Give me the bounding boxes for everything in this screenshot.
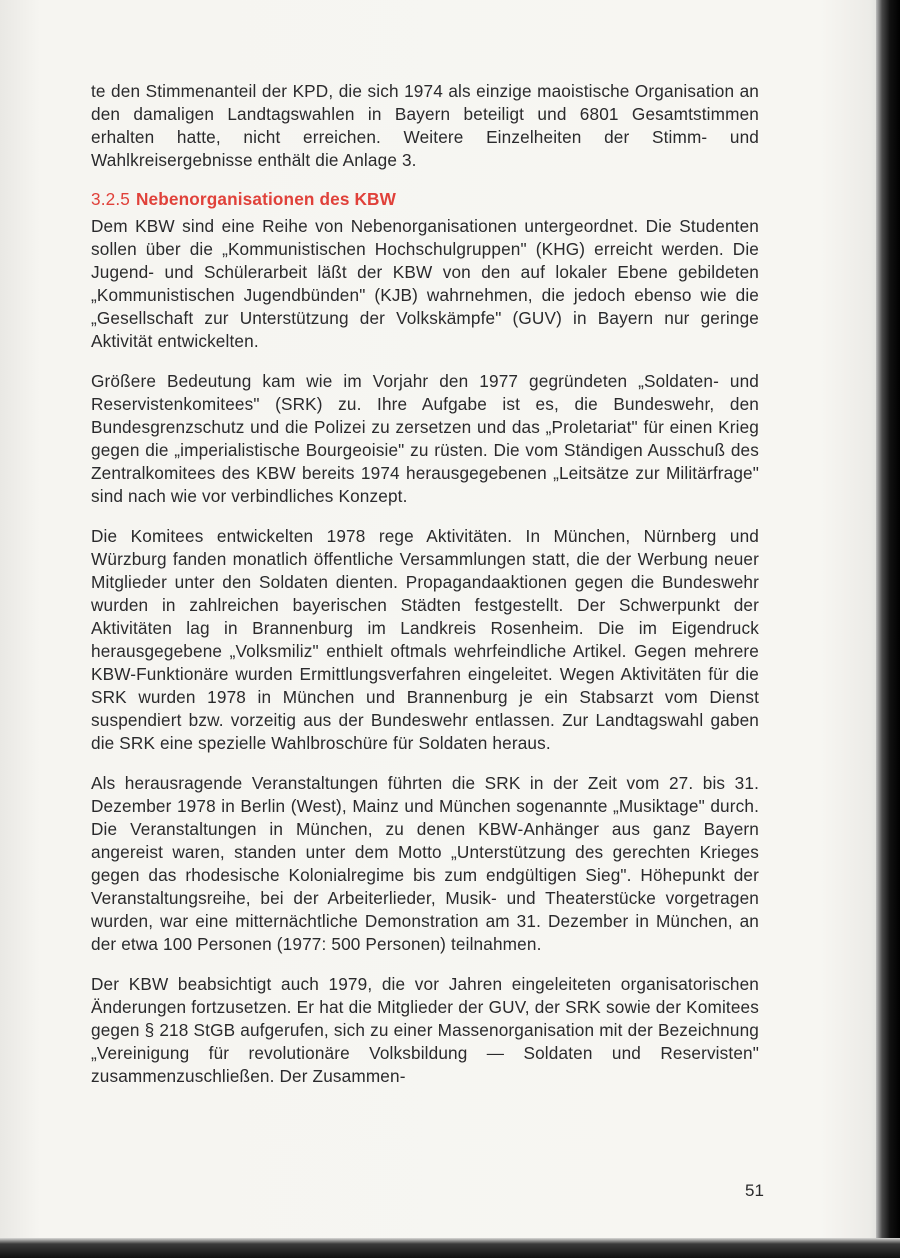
paragraph-komitees-aktivitaeten: Die Komitees entwickelten 1978 rege Aktivitäten. In München, Nürnberg und Würzburg fanden monatlich öffentliche Versammlungen statt, die der Werbung neuer Mitglieder unter den Soldaten dienten. Propagandaaktionen gegen die Bundeswehr wurden in zahlreichen bayerischen Städten festgestellt. Der Schwerpunkt der Aktivitäten lag in Brannenburg im Landkreis Rosenheim. Die im Eigendruck herausgegebene „Volksmiliz" enthielt oftmals wehrfeindliche Artikel. Gegen mehrere KBW-Funktionäre wurden Ermittlungsverfahren eingeleitet. Wegen Aktivitäten für die SRK wurden 1978 in München und Brannenburg je ein Stabsarzt vom Dienst suspendiert bzw. vorzeitig aus der Bundeswehr entlassen. Zur Landtagswahl gaben die SRK eine spezielle Wahlbroschüre für Soldaten heraus. [91, 526, 759, 753]
paragraph-musiktage: Als herausragende Veranstaltungen führten die SRK in der Zeit vom 27. bis 31. Dezember 1978 in Berlin (West), Mainz und München sogenannte „Musiktage" durch. Die Veranstaltungen in München, zu denen KBW-Anhänger aus ganz Bayern angereist waren, standen unter dem Motto „Unterstützung des gerechten Krieges gegen das rhodesische Kolonialregime bis zum endgültigen Sieg". Höhepunkt der Veranstaltungsreihe, bei der Arbeiterlieder, Musik- und Theaterstücke vorgetragen wurden, war eine mitternächtliche Demonstration am 31. Dezember in München, an der etwa 100 Personen (1977: 500 Personen) teilnahmen. [91, 773, 759, 954]
intro-paragraph: te den Stimmenanteil der KPD, die sich 1974 als einzige maoistische Organisation an den damaligen Landtagswahlen in Bayern beteiligt und 6801 Gesamtstimmen erhalten hatte, nicht erreichen. Weitere Einzelheiten der Stimm- und Wahlkreisergebnisse enthält die Anlage 3. [91, 81, 759, 170]
section-number: 3.2.5 [91, 189, 130, 209]
page-number: 51 [745, 1181, 764, 1200]
book-edge-shadow [876, 0, 900, 1258]
paragraph-nebenorganisationen: Dem KBW sind eine Reihe von Nebenorganisationen untergeordnet. Die Studenten sollen über die „Kommunistischen Hochschulgruppen" (KHG) erreicht werden. Die Jugend- und Schülerarbeit läßt der KBW von den auf lokaler Ebene gebildeten „Kommunistischen Jugendbünden" (KJB) wahrnehmen, die jedoch ebenso wie die „Gesellschaft zur Unterstützung der Volkskämpfe" (GUV) in Bayern nur geringe Aktivität entwickelten. [91, 216, 759, 351]
paragraph-srk-bedeutung: Größere Bedeutung kam wie im Vorjahr den 1977 gegründeten „Soldaten- und Reservistenkomitees" (SRK) zu. Ihre Aufgabe ist es, die Bundeswehr, den Bundesgrenzschutz und die Polizei zu zersetzen und das „Proletariat" für einen Krieg gegen die „imperialistische Bourgeoisie" zu rüsten. Die vom Ständigen Ausschuß des Zentralkomitees des KBW bereits 1974 herausgegebenen „Leitsätze zur Militärfrage" sind nach wie vor verbindliches Konzept. [91, 371, 759, 506]
section-heading [91, 188, 759, 211]
body-text [91, 80, 759, 1105]
section-title: Nebenorganisationen des KBW [135, 189, 396, 209]
book-bottom-shadow [0, 1238, 900, 1258]
paragraph-kbw-1979: Der KBW beabsichtigt auch 1979, die vor Jahren eingeleiteten organisatorischen Änderungen fortzusetzen. Er hat die Mitglieder der GUV, der SRK sowie der Komitees gegen § 218 StGB aufgerufen, sich zu einer Massenorganisation mit der Bezeichnung „Vereinigung für revolutionäre Volksbildung — Soldaten und Reservisten" zusammenzuschließen. Der Zusammen- [91, 974, 759, 1086]
